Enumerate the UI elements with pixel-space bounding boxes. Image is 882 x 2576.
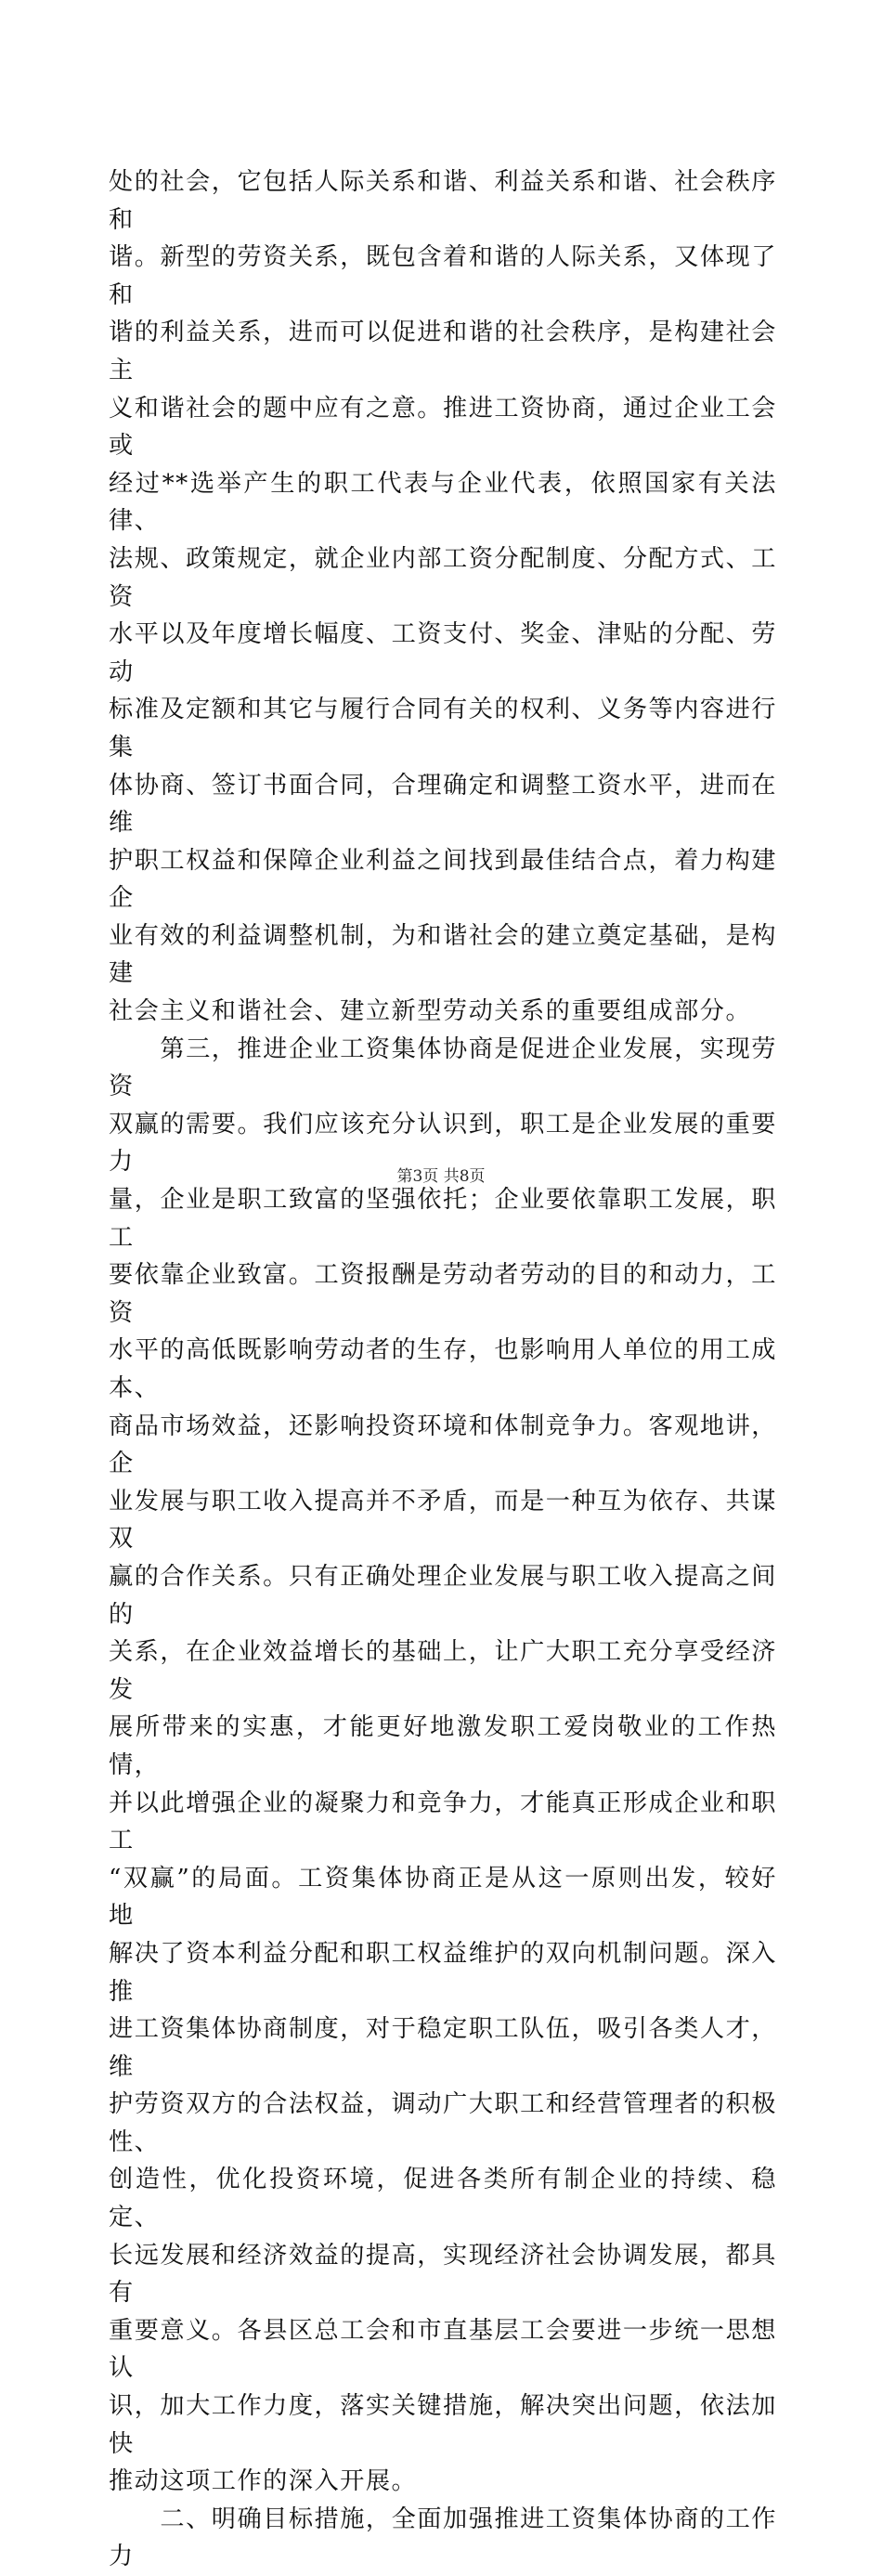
text-line: “双赢”的局面。工资集体协商正是从这一原则出发，较好地 bbox=[109, 1864, 777, 1931]
text-line: 经过**选举产生的职工代表与企业代表，依照国家有关法律、 bbox=[109, 469, 777, 536]
text-line: 水平以及年度增长幅度、工资支付、奖金、津贴的分配、劳动 bbox=[109, 620, 777, 686]
text-line: 水平的高低既影响劳动者的生存，也影响用人单位的用工成本、 bbox=[109, 1336, 777, 1402]
text-line: 展所带来的实惠，才能更好地激发职工爱岗敬业的工作热情， bbox=[109, 1713, 777, 1779]
text-line: 量，企业是职工致富的坚强依托；企业要依靠职工发展，职工 bbox=[109, 1186, 777, 1252]
page-number: 第3页 共8页 bbox=[396, 1167, 486, 1186]
text-line: 业发展与职工收入提高并不矛盾，而是一种互为依存、共谋双 bbox=[109, 1487, 777, 1554]
text-line: 重要意义。各县区总工会和市直基层工会要进一步统一思想认 bbox=[109, 2316, 777, 2383]
text-line: 并以此增强企业的凝聚力和竞争力，才能真正形成企业和职工 bbox=[109, 1789, 777, 1855]
text-line: 体协商、签订书面合同，合理确定和调整工资水平，进而在维 bbox=[109, 771, 777, 838]
text-line: 关系，在企业效益增长的基础上，让广大职工充分享受经济发 bbox=[109, 1638, 777, 1704]
text-line: 处的社会，它包括人际关系和谐、利益关系和谐、社会秩序和 bbox=[109, 168, 777, 234]
text-line: 进工资集体协商制度，对于稳定职工队伍，吸引各类人才，维 bbox=[109, 2015, 777, 2081]
text-line: 护劳资双方的合法权益，调动广大职工和经营管理者的积极性、 bbox=[109, 2090, 777, 2156]
text-line: 推动这项工作的深入开展。 bbox=[109, 2467, 418, 2496]
text-line: 护职工权益和保障企业利益之间找到最佳结合点，着力构建企 bbox=[109, 846, 777, 913]
text-line: 要依靠企业致富。工资报酬是劳动者劳动的目的和动力，工资 bbox=[109, 1261, 777, 1327]
text-line: 义和谐社会的题中应有之意。推进工资协商，通过企业工会或 bbox=[109, 394, 777, 461]
text-line: 谐。新型的劳资关系，既包含着和谐的人际关系，又体现了和 bbox=[109, 243, 777, 309]
text-line: 业有效的利益调整机制，为和谐社会的建立奠定基础，是构建 bbox=[109, 921, 777, 988]
text-line: 法规、政策规定，就企业内部工资分配制度、分配方式、工资 bbox=[109, 544, 777, 611]
text-line: 长远发展和经济效益的提高，实现经济社会协调发展，都具有 bbox=[109, 2241, 777, 2308]
text-line: 第三，推进企业工资集体协商是促进企业发展，实现劳资 bbox=[109, 1034, 777, 1101]
text-line: 识，加大工作力度，落实关键措施，解决突出问题，依法加快 bbox=[109, 2392, 777, 2458]
text-line: 双赢的需要。我们应该充分认识到，职工是企业发展的重要力 bbox=[109, 1110, 777, 1177]
text-line: 社会主义和谐社会、建立新型劳动关系的重要组成部分。 bbox=[109, 997, 752, 1026]
text-line: 二、明确目标措施，全面加强推进工资集体协商的工作力 bbox=[109, 2504, 777, 2571]
text-line: 创造性，优化投资环境，促进各类所有制企业的持续、稳定、 bbox=[109, 2166, 777, 2232]
text-line: 商品市场效益，还影响投资环境和体制竞争力。客观地讲，企 bbox=[109, 1412, 777, 1478]
document-body bbox=[109, 163, 777, 2576]
text-line: 解决了资本利益分配和职工权益维护的双向机制问题。深入推 bbox=[109, 1939, 777, 2006]
text-line: 赢的合作关系。只有正确处理企业发展与职工收入提高之间的 bbox=[109, 1562, 777, 1629]
text-line: 标准及定额和其它与履行合同有关的权利、义务等内容进行集 bbox=[109, 696, 777, 761]
text-line: 谐的利益关系，进而可以促进和谐的社会秩序，是构建社会主 bbox=[109, 319, 777, 384]
